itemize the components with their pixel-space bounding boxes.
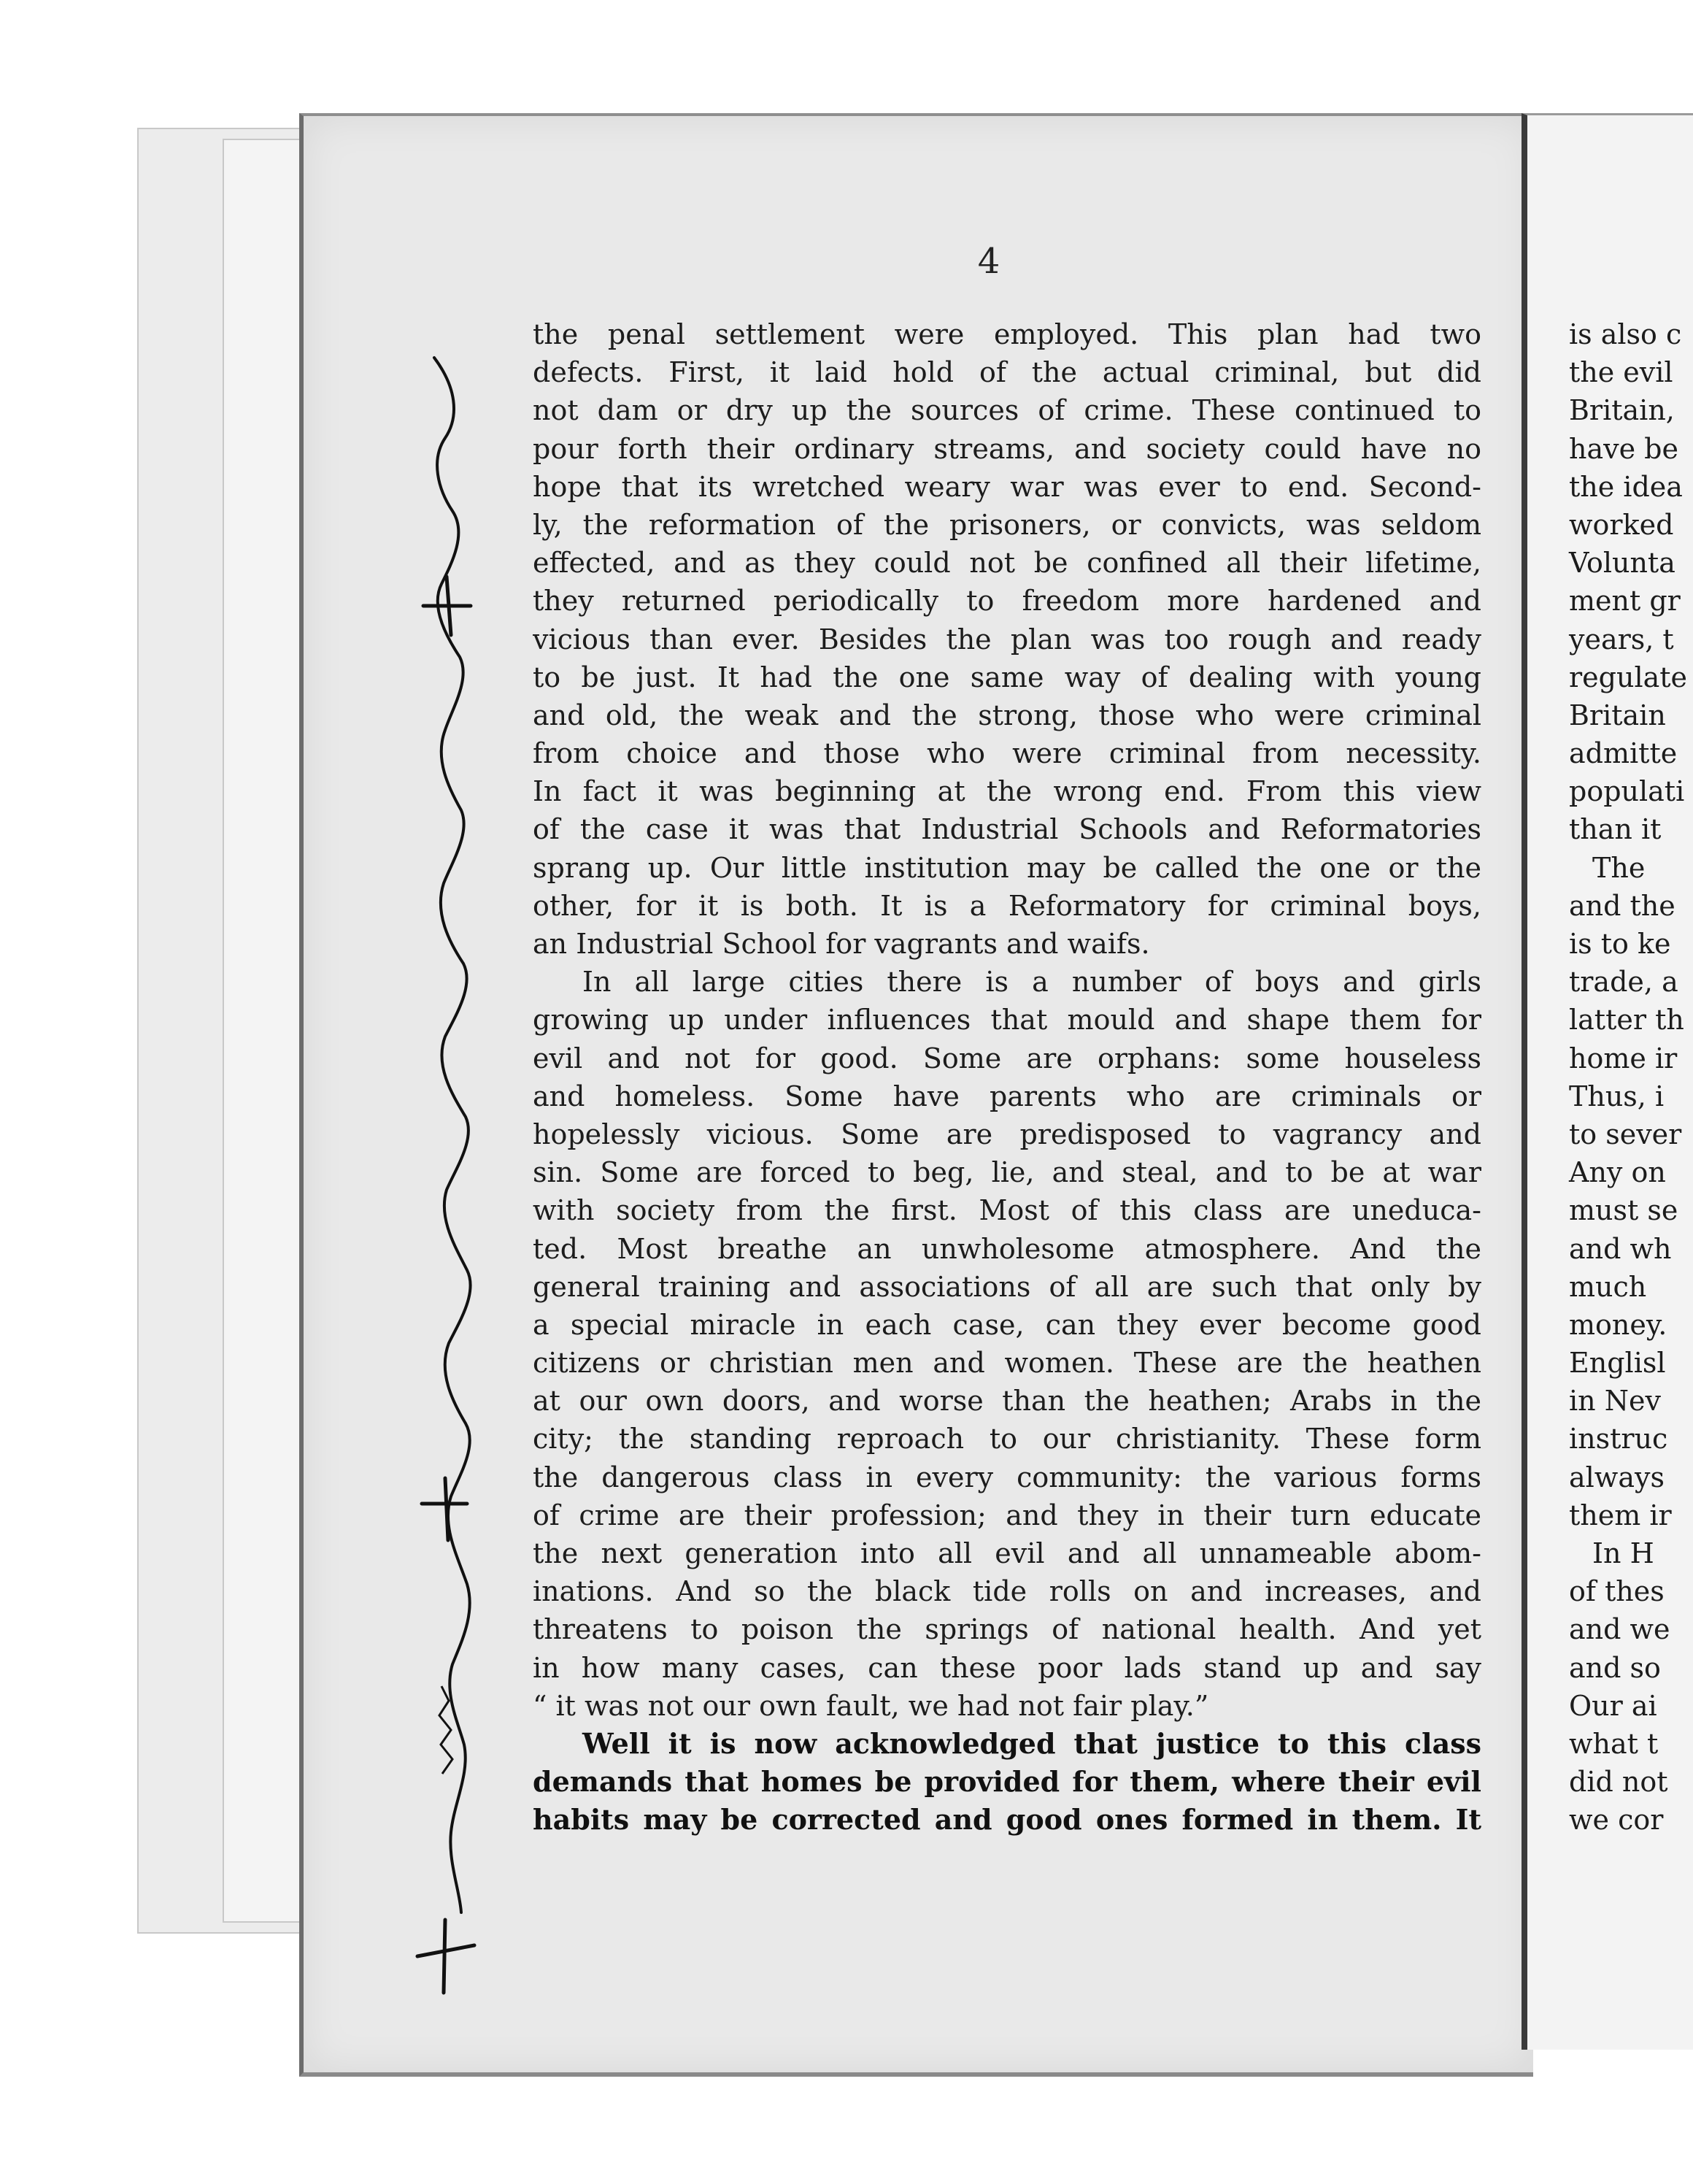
text-line: the next generation into all evil and all unnameable abom- [533,1537,1481,1569]
text-line: the penal settlement were employed. This plan had two [533,318,1481,350]
paragraph [533,315,1481,963]
text-line: vicious than ever. Besides the plan was too rough and ready [533,623,1481,655]
facing-text-line: and we [1569,1613,1670,1646]
facing-text-line: worked [1569,508,1674,541]
text-line: habits may be corrected and good ones formed in them. It [533,1803,1481,1837]
text-line: hope that its wretched weary war was ever to end. Second- [533,470,1481,503]
facing-text-line: admitte [1569,737,1678,770]
facing-text-line: and wh [1569,1232,1672,1265]
text-line: at our own doors, and worse than the heathen; Arabs in the [533,1385,1481,1418]
facing-text-line: much [1569,1270,1647,1303]
facing-text-line: the idea [1569,470,1683,503]
text-line: Well it is now acknowledged that justice to this class [582,1726,1481,1760]
text-line: not dam or dry up the sources of crime. These continued to [533,394,1481,427]
facing-text-line: must se [1569,1194,1678,1227]
paragraph [533,963,1481,1725]
handwritten-annotations [409,343,511,2022]
text-line: with society from the first. Most of this class are uneduca- [533,1194,1481,1227]
facing-text-line: of thes [1569,1575,1665,1608]
facing-text-line: the evil [1569,356,1673,389]
facing-text-line: to sever [1569,1118,1682,1150]
facing-text-line: instruc [1569,1423,1668,1456]
paragraph [533,1725,1481,1839]
page-body-text [533,315,1481,1839]
text-line: defects. First, it laid hold of the actual criminal, but did [533,356,1481,389]
page-number: 4 [977,241,1000,282]
text-line: demands that homes be provided for them, where their evil [533,1765,1481,1799]
text-line: citizens or christian men and women. These are the heathen [533,1347,1481,1380]
facing-text-line: in Nev [1569,1385,1661,1418]
facing-text-line: Thus, i [1569,1080,1665,1112]
text-line: from choice and those who were criminal from necessity. [533,737,1481,770]
facing-text-line: is to ke [1569,928,1671,960]
facing-text-line: Our ai [1569,1689,1657,1722]
text-line: inations. And so the black tide rolls on and increases, and [533,1575,1481,1608]
text-line: sprang up. Our little institution may be called the one or the [533,851,1481,884]
facing-text-line: In H [1592,1537,1654,1569]
text-line: general training and associations of all are such that only by [533,1270,1481,1303]
facing-page-text [1569,315,1693,1839]
facing-text-line: money. [1569,1308,1667,1341]
facing-text-line: them ir [1569,1499,1672,1531]
facing-text-line: populati [1569,775,1685,808]
text-line: growing up under influences that mould and shape them for [533,1004,1481,1037]
facing-text-line: than it [1569,813,1662,846]
wavy-margin-line [434,358,471,1912]
facing-text-line: and the [1569,889,1675,922]
facing-text-line: regulate [1569,661,1688,693]
facing-text-line: did not [1569,1766,1668,1799]
text-line: the dangerous class in every community: the various forms [533,1461,1481,1493]
text-line: In all large cities there is a number of boys and girls [582,966,1481,999]
text-line: pour forth their ordinary streams, and society could have no [533,432,1481,465]
text-line: other, for it is both. It is a Reformatory for criminal boys, [533,889,1481,922]
facing-text-line: is also c [1569,318,1682,350]
facing-text-line: and so [1569,1651,1661,1684]
text-line: they returned periodically to freedom more hardened and [533,585,1481,618]
text-line: evil and not for good. Some are orphans: some houseless [533,1042,1481,1074]
text-line: city; the standing reproach to our christianity. These form [533,1423,1481,1456]
cross-mark [417,1920,474,1993]
text-line: sin. Some are forced to beg, lie, and steal, and to be at war [533,1156,1481,1189]
text-line: “ it was not our own fault, we had not fair play.” [533,1689,1209,1722]
facing-text-line: latter th [1569,1004,1684,1037]
facing-text-line: Britain [1569,699,1666,731]
facing-text-line: home ir [1569,1042,1678,1074]
facing-text-line: we cor [1569,1804,1664,1837]
text-line: threatens to poison the springs of national health. And yet [533,1613,1481,1646]
facing-text-line: ment gr [1569,585,1681,618]
text-line: ted. Most breathe an unwholesome atmosphere. And the [533,1232,1481,1265]
cross-mark [422,1478,467,1540]
text-line: and old, the weak and the strong, those who were criminal [533,699,1481,731]
cross-mark [423,577,471,635]
facing-text-line: have be [1569,432,1678,465]
facing-text-line: years, t [1569,623,1674,655]
facing-text-line: always [1569,1461,1665,1493]
text-line: a special miracle in each case, can they ever become good [533,1308,1481,1341]
text-line: ly, the reformation of the prisoners, or convicts, was seldom [533,508,1481,541]
text-line: effected, and as they could not be confined all their lifetime, [533,547,1481,580]
facing-text-line: trade, a [1569,966,1678,999]
facing-text-line: Volunta [1569,547,1675,580]
text-line: In fact it was beginning at the wrong end. From this view [533,775,1481,808]
text-line: and homeless. Some have parents who are criminals or [533,1080,1481,1112]
text-line: of the case it was that Industrial Schools and Reformatories [533,813,1481,846]
facing-text-line: Englisl [1569,1347,1666,1380]
facing-text-line: Britain, [1569,394,1675,427]
facing-text-line: The [1592,851,1646,884]
facing-text-line: what t [1569,1727,1659,1760]
text-line: to be just. It had the one same way of dealing with young [533,661,1481,693]
text-line: hopelessly vicious. Some are predisposed to vagrancy and [533,1118,1481,1150]
text-line: in how many cases, can these poor lads stand up and say [533,1651,1481,1684]
text-line: of crime are their profession; and they in their turn educate [533,1499,1481,1531]
text-line: an Industrial School for vagrants and waifs. [533,928,1150,960]
facing-text-line: Any on [1569,1156,1666,1189]
